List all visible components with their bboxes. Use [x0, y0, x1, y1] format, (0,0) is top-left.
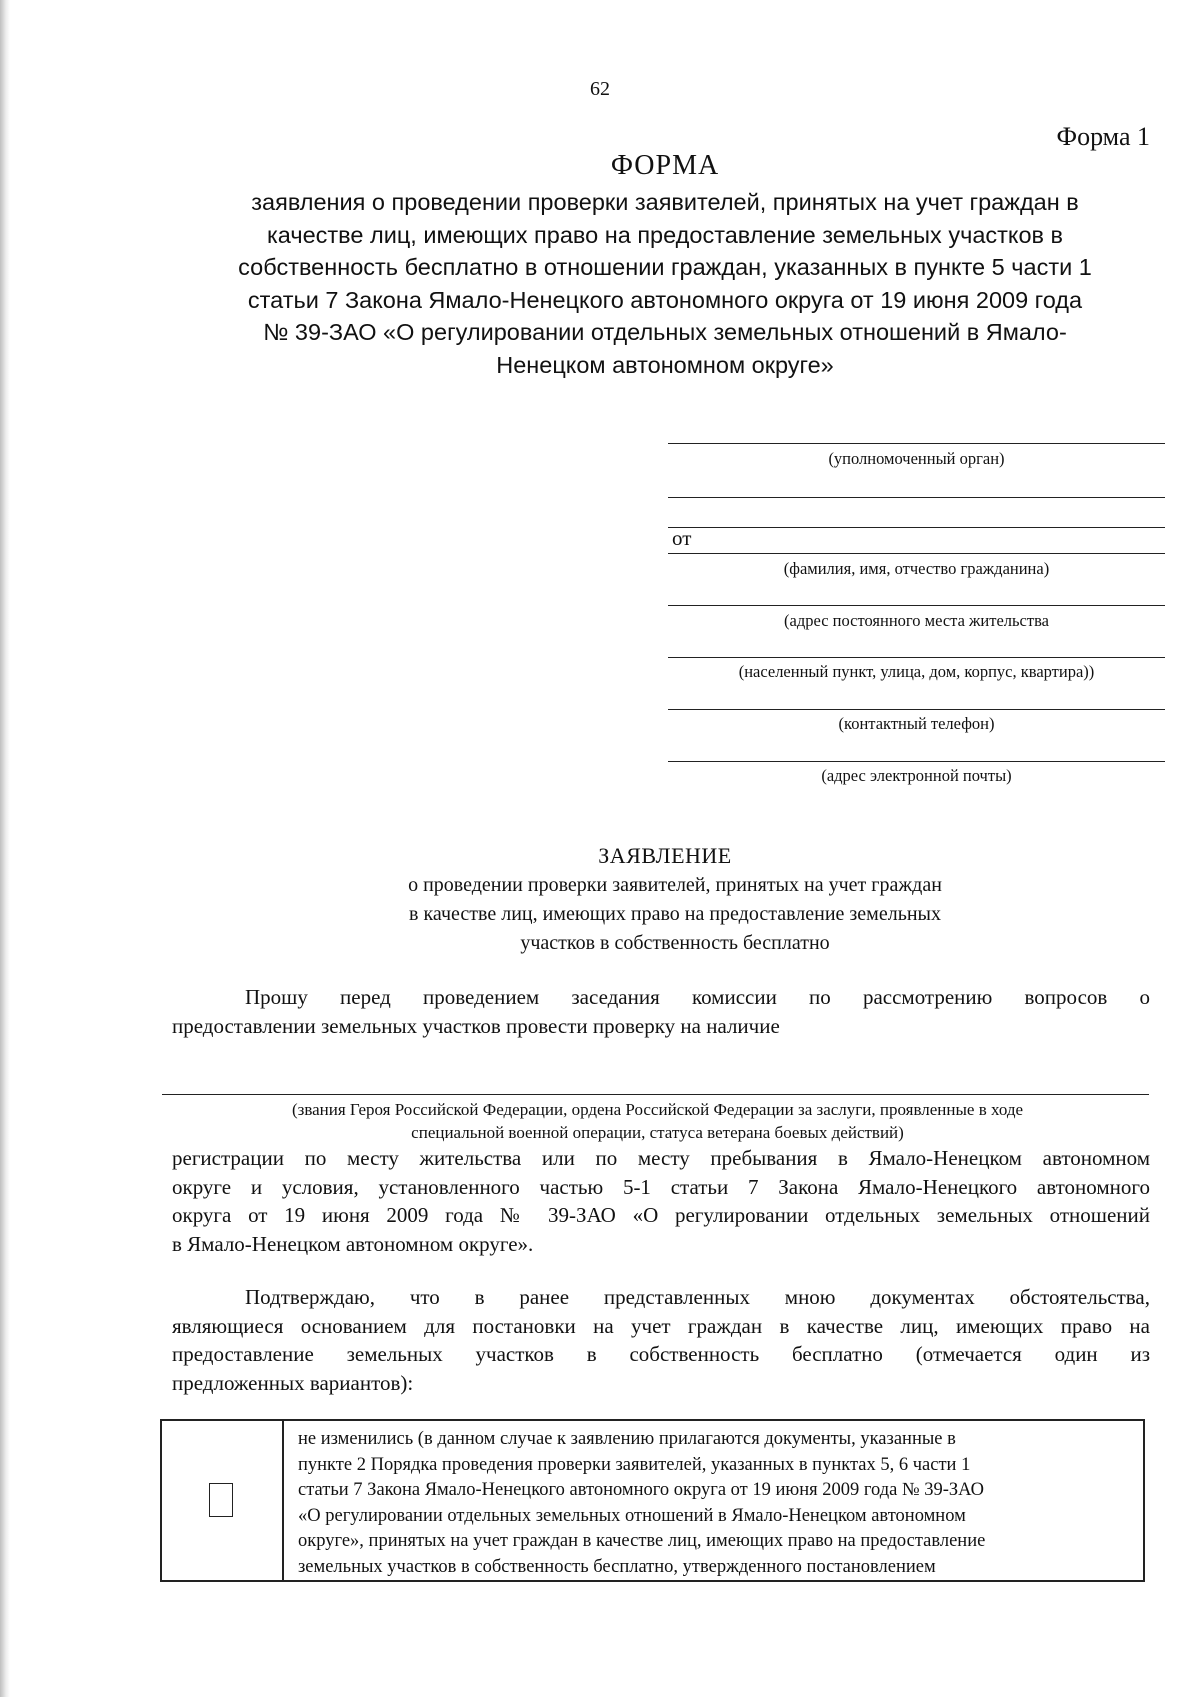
- option-text-line: не изменились (в данном случае к заявлению прилагаются документы, указанные в: [298, 1429, 956, 1449]
- authority-extra-line-2[interactable]: [668, 527, 1165, 528]
- paragraph-line: Прошу перед проведением заседания комиссии по рассмотрению вопросов о: [245, 985, 1150, 1009]
- paragraph-line: Подтверждаю, что в ранее представленных мною документах обстоятельства,: [245, 1285, 1150, 1309]
- statement-subheading: [280, 871, 1070, 958]
- paragraph-line: округа от 19 июня 2009 года № 39-ЗАО «О регулировании отдельных земельных отношений: [172, 1203, 1150, 1227]
- option-text-line: статьи 7 Закона Ямало-Ненецкого автономного округа от 19 июня 2009 года № 39-ЗАО: [298, 1480, 984, 1500]
- paragraph-line: предоставлении земельных участков провести проверку на наличие: [172, 1013, 780, 1038]
- fio-hint: (фамилия, имя, отчество гражданина): [783, 559, 1050, 578]
- paragraph-line: округе и условия, установленного частью 5-1 статьи 7 Закона Ямало-Ненецкого автономного: [172, 1174, 1150, 1199]
- page-number: 62: [590, 78, 610, 100]
- authority-input-line[interactable]: [668, 443, 1165, 444]
- subtitle-line: собственность бесплатно в отношении граждан, указанных в пункте 5 части 1: [238, 254, 1092, 280]
- subtitle-line: качестве лиц, имеющих право на предоставление земельных участков в: [266, 221, 1064, 248]
- statement-sub-line: участков в собственность бесплатно: [520, 932, 830, 954]
- option-text-line: округе», принятых на учет граждан в качестве лиц, имеющих право на предоставление: [298, 1531, 986, 1551]
- option-unchanged-checkbox[interactable]: [209, 1483, 233, 1517]
- subtitle-line: статьи 7 Закона Ямало-Ненецкого автономного округа от 19 июня 2009 года: [247, 286, 1083, 313]
- email-hint: (адрес электронной почты): [821, 766, 1012, 785]
- registration-paragraph: [172, 1144, 1150, 1258]
- address-hint: (адрес постоянного места жительства: [784, 611, 1049, 630]
- option-text-line: пункте 2 Порядка проведения проверки заявителей, указанных в пунктах 5, 6 части 1: [298, 1454, 971, 1475]
- subtitle-line: № 39-ЗАО «О регулировании отдельных земельных отношений в Ямало-: [263, 319, 1067, 345]
- subtitle-line: Ненецком автономном округе»: [496, 351, 834, 378]
- note-line: (звания Героя Российской Федерации, ордена Российской Федерации за заслуги, проявленные в ходе: [291, 1100, 1024, 1119]
- paragraph-line: являющиеся основанием для постановки на учет граждан в качестве лиц, имеющих право на: [172, 1313, 1150, 1338]
- note-line: специальной военной операции, статуса ветерана боевых действий): [411, 1123, 904, 1142]
- paragraph-line: в Ямало-Ненецком автономном округе».: [172, 1231, 534, 1256]
- email-input-line[interactable]: [668, 761, 1165, 762]
- option-unchanged-text: [284, 1421, 1143, 1580]
- paragraph-line: предоставление земельных участков в собственность бесплатно (отмечается один из: [172, 1342, 1150, 1366]
- option-text-line: земельных участков в собственность бесплатно, утвержденного постановлением: [298, 1556, 936, 1577]
- confirm-paragraph: [172, 1283, 1150, 1397]
- from-label: от: [672, 526, 692, 550]
- document-subtitle: [170, 186, 1160, 381]
- title-note: [200, 1098, 1115, 1144]
- address-detail-input-line[interactable]: [668, 657, 1165, 658]
- form-label: Форма 1: [1056, 122, 1150, 151]
- subtitle-line: заявления о проведении проверки заявителей, принятых на учет граждан в: [251, 189, 1079, 215]
- statement-sub-line: о проведении проверки заявителей, принятых на учет граждан: [408, 874, 942, 896]
- address-input-line[interactable]: [668, 605, 1165, 606]
- statement-sub-line: в качестве лиц, имеющих право на предоставление земельных: [409, 903, 941, 925]
- authority-extra-line[interactable]: [668, 497, 1165, 498]
- option-checkbox-cell: [162, 1421, 284, 1580]
- option-text-line: «О регулировании отдельных земельных отношений в Ямало-Ненецком автономном: [298, 1505, 966, 1526]
- option-table: [160, 1419, 1145, 1582]
- fio-input-line[interactable]: [668, 553, 1165, 554]
- paragraph-line: предложенных вариантов):: [172, 1370, 414, 1395]
- statement-heading: ЗАЯВЛЕНИЕ: [598, 843, 732, 868]
- paragraph-line: регистрации по месту жительства или по месту пребывания в Ямало-Ненецком автономном: [172, 1146, 1150, 1170]
- phone-hint: (контактный телефон): [838, 714, 995, 733]
- title-input-line[interactable]: [162, 1094, 1149, 1095]
- address-detail-hint: (населенный пункт, улица, дом, корпус, квартира)): [738, 662, 1095, 681]
- document-title: ФОРМА: [610, 150, 720, 181]
- phone-input-line[interactable]: [668, 709, 1165, 710]
- authority-hint: (уполномоченный орган): [828, 449, 1005, 468]
- request-paragraph: [172, 983, 1150, 1040]
